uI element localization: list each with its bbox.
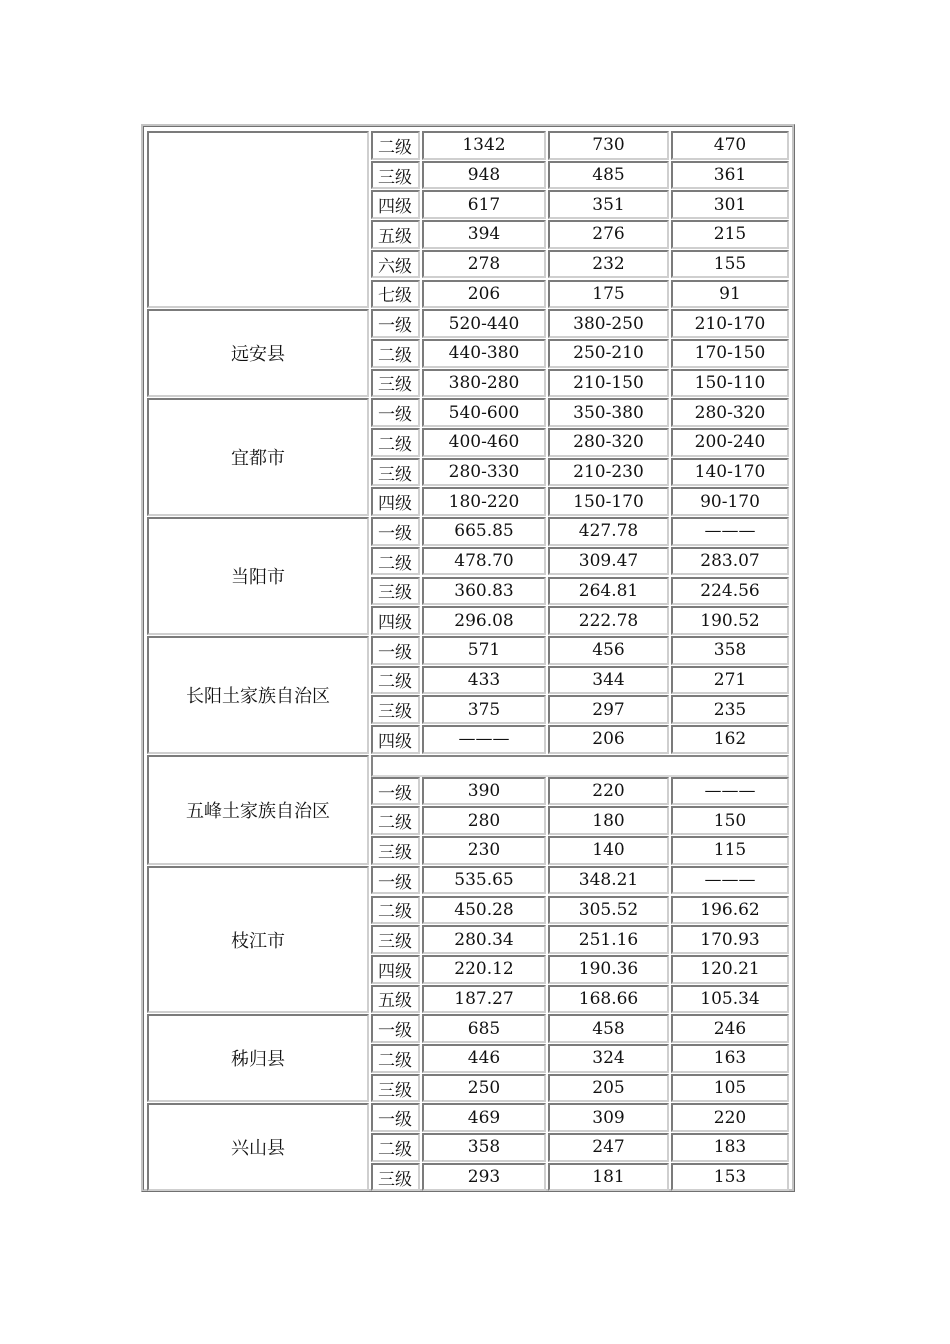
value-cell: 206	[548, 725, 669, 754]
value-cell: 450.28	[422, 896, 546, 925]
value-cell: 280-320	[548, 428, 669, 457]
value-cell: 120.21	[671, 955, 789, 984]
value-cell: 115	[671, 836, 789, 865]
value-cell: 150-170	[548, 487, 669, 516]
value-cell: 162	[671, 725, 789, 754]
value-cell: 215	[671, 220, 789, 249]
value-cell: 181	[548, 1163, 669, 1192]
value-cell: 730	[548, 131, 669, 160]
value-cell: 948	[422, 161, 546, 190]
value-cell: 190.36	[548, 955, 669, 984]
grade-cell: 四级	[371, 190, 420, 219]
value-cell: 375	[422, 695, 546, 724]
value-cell: 394	[422, 220, 546, 249]
value-cell: 210-230	[548, 458, 669, 487]
value-cell: 187.27	[422, 985, 546, 1014]
value-cell: 296.08	[422, 606, 546, 635]
value-cell: 264.81	[548, 577, 669, 606]
value-cell: 478.70	[422, 547, 546, 576]
grade-cell: 二级	[371, 666, 420, 695]
grade-cell: 一级	[371, 777, 420, 806]
grade-cell: 七级	[371, 280, 420, 309]
value-cell: 350-380	[548, 398, 669, 427]
grade-cell: 二级	[371, 806, 420, 835]
grade-cell: 五级	[371, 220, 420, 249]
grade-price-table	[141, 124, 795, 1192]
grade-cell: 三级	[371, 836, 420, 865]
value-cell: 140	[548, 836, 669, 865]
value-cell: 105	[671, 1074, 789, 1103]
value-cell: 210-170	[671, 309, 789, 338]
district-name-cell: 秭归县	[147, 1014, 369, 1102]
value-cell: 170.93	[671, 925, 789, 954]
value-cell: 280	[422, 806, 546, 835]
value-cell: 140-170	[671, 458, 789, 487]
grade-cell: 四级	[371, 955, 420, 984]
value-cell: 400-460	[422, 428, 546, 457]
value-cell: 361	[671, 161, 789, 190]
grade-cell: 二级	[371, 547, 420, 576]
grade-cell: 一级	[371, 636, 420, 665]
grade-cell: 二级	[371, 1133, 420, 1162]
value-cell: 250-210	[548, 339, 669, 368]
grade-cell: 三级	[371, 1163, 420, 1192]
value-cell: 190.52	[671, 606, 789, 635]
grade-cell: 一级	[371, 866, 420, 895]
district-name-cell: 宜都市	[147, 398, 369, 516]
grade-cell: 二级	[371, 339, 420, 368]
value-cell: 309	[548, 1103, 669, 1132]
district-name-cell: 当阳市	[147, 517, 369, 635]
grade-cell: 二级	[371, 1044, 420, 1073]
value-cell: 283.07	[671, 547, 789, 576]
value-cell: 446	[422, 1044, 546, 1073]
grade-cell: 五级	[371, 985, 420, 1014]
value-cell: 150-110	[671, 369, 789, 398]
value-cell: 150	[671, 806, 789, 835]
grade-cell: 一级	[371, 309, 420, 338]
grade-cell: 二级	[371, 896, 420, 925]
value-cell: 571	[422, 636, 546, 665]
value-cell: 278	[422, 250, 546, 279]
value-cell: 210-150	[548, 369, 669, 398]
value-cell: 155	[671, 250, 789, 279]
district-name-cell: 兴山县	[147, 1103, 369, 1191]
value-cell: 301	[671, 190, 789, 219]
grade-cell: 二级	[371, 131, 420, 160]
value-cell: 232	[548, 250, 669, 279]
value-cell: ———	[671, 866, 789, 895]
value-cell: 183	[671, 1133, 789, 1162]
value-cell: 90-170	[671, 487, 789, 516]
value-cell: 280-330	[422, 458, 546, 487]
district-name-cell: 远安县	[147, 309, 369, 397]
value-cell: 456	[548, 636, 669, 665]
value-cell: 280.34	[422, 925, 546, 954]
value-cell: 196.62	[671, 896, 789, 925]
value-cell: 163	[671, 1044, 789, 1073]
value-cell: 220.12	[422, 955, 546, 984]
value-cell: 271	[671, 666, 789, 695]
value-cell: 427.78	[548, 517, 669, 546]
value-cell: 324	[548, 1044, 669, 1073]
grade-cell: 三级	[371, 925, 420, 954]
value-cell: 458	[548, 1014, 669, 1043]
value-cell: 520-440	[422, 309, 546, 338]
grade-cell: 一级	[371, 1014, 420, 1043]
value-cell: ———	[671, 517, 789, 546]
grade-cell: 三级	[371, 458, 420, 487]
value-cell: 175	[548, 280, 669, 309]
value-cell: 344	[548, 666, 669, 695]
grade-cell: 三级	[371, 577, 420, 606]
value-cell: 617	[422, 190, 546, 219]
grade-cell: 一级	[371, 1103, 420, 1132]
grade-cell: 一级	[371, 398, 420, 427]
value-cell: 170-150	[671, 339, 789, 368]
grade-cell: 三级	[371, 369, 420, 398]
value-cell: 168.66	[548, 985, 669, 1014]
value-cell: 153	[671, 1163, 789, 1192]
value-cell: 224.56	[671, 577, 789, 606]
value-cell: 205	[548, 1074, 669, 1103]
value-cell: 380-280	[422, 369, 546, 398]
grade-cell: 二级	[371, 428, 420, 457]
value-cell: 348.21	[548, 866, 669, 895]
value-cell: 390	[422, 777, 546, 806]
value-cell: 222.78	[548, 606, 669, 635]
value-cell: 433	[422, 666, 546, 695]
grade-cell: 六级	[371, 250, 420, 279]
value-cell: 358	[671, 636, 789, 665]
value-cell: 469	[422, 1103, 546, 1132]
value-cell: 297	[548, 695, 669, 724]
value-cell: ———	[671, 777, 789, 806]
grade-cell: 一级	[371, 517, 420, 546]
value-cell: ———	[422, 725, 546, 754]
district-name-cell: 五峰土家族自治区	[147, 755, 369, 865]
value-cell: 280-320	[671, 398, 789, 427]
value-cell: 206	[422, 280, 546, 309]
value-cell: 91	[671, 280, 789, 309]
value-cell: 276	[548, 220, 669, 249]
grade-cell: 三级	[371, 695, 420, 724]
value-cell: 230	[422, 836, 546, 865]
district-name-cell: 长阳土家族自治区	[147, 636, 369, 754]
value-cell: 360.83	[422, 577, 546, 606]
value-cell: 180	[548, 806, 669, 835]
value-cell: 485	[548, 161, 669, 190]
value-cell: 1342	[422, 131, 546, 160]
spacer-row	[371, 755, 789, 777]
value-cell: 220	[671, 1103, 789, 1132]
value-cell: 235	[671, 695, 789, 724]
value-cell: 246	[671, 1014, 789, 1043]
grade-cell: 四级	[371, 725, 420, 754]
value-cell: 358	[422, 1133, 546, 1162]
value-cell: 440-380	[422, 339, 546, 368]
value-cell: 247	[548, 1133, 669, 1162]
value-cell: 540-600	[422, 398, 546, 427]
value-cell: 180-220	[422, 487, 546, 516]
district-name-cell	[147, 131, 369, 308]
grade-cell: 三级	[371, 1074, 420, 1103]
grade-cell: 四级	[371, 487, 420, 516]
value-cell: 470	[671, 131, 789, 160]
value-cell: 351	[548, 190, 669, 219]
value-cell: 200-240	[671, 428, 789, 457]
value-cell: 665.85	[422, 517, 546, 546]
value-cell: 250	[422, 1074, 546, 1103]
grade-cell: 四级	[371, 606, 420, 635]
value-cell: 293	[422, 1163, 546, 1192]
district-name-cell: 枝江市	[147, 866, 369, 1014]
grade-cell: 三级	[371, 161, 420, 190]
value-cell: 309.47	[548, 547, 669, 576]
value-cell: 685	[422, 1014, 546, 1043]
value-cell: 380-250	[548, 309, 669, 338]
value-cell: 305.52	[548, 896, 669, 925]
value-cell: 105.34	[671, 985, 789, 1014]
value-cell: 220	[548, 777, 669, 806]
value-cell: 251.16	[548, 925, 669, 954]
value-cell: 535.65	[422, 866, 546, 895]
